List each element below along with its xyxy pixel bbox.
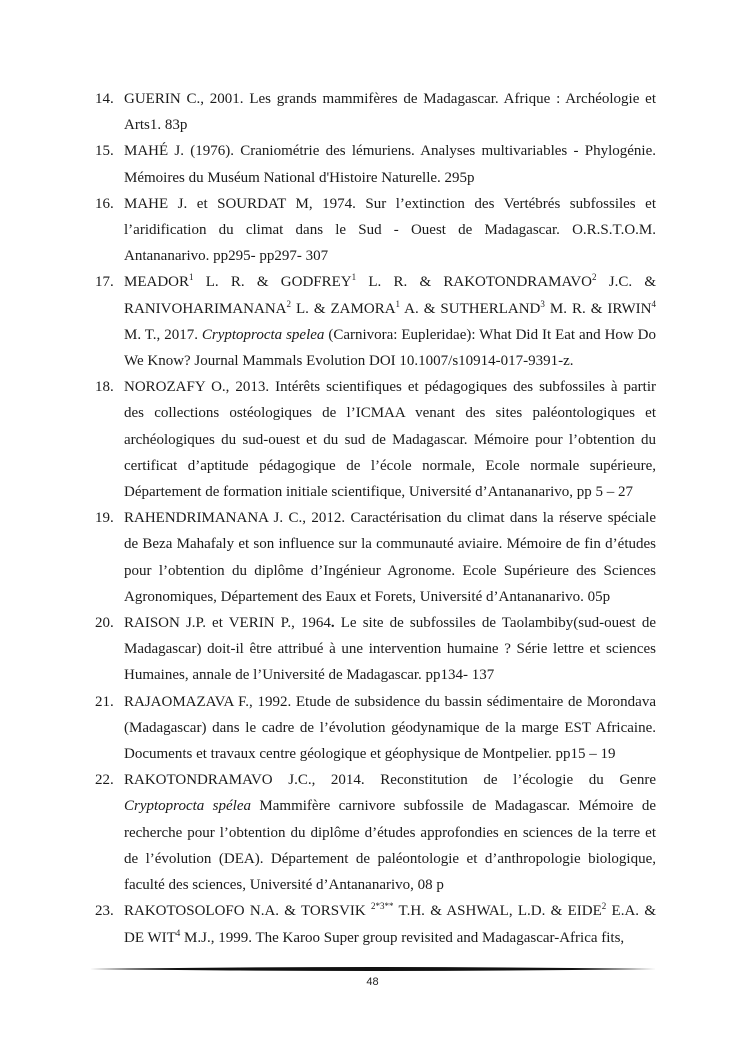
reference-number: 15.	[95, 143, 114, 160]
reference-segment: M. R. & IRWIN	[544, 300, 652, 317]
reference-segment: RAKOTOSOLOFO N.A. & TORSVIK	[124, 903, 372, 920]
reference-segment: J.C. & RANIVOHARIMANANA	[124, 274, 656, 317]
affiliation-superscript: 2	[286, 298, 291, 309]
reference-item	[90, 898, 656, 950]
reference-segment: NOROZAFY O., 2013. Intérêts scientifiques et pédagogiques des subfossiles à partir des collections ostéologiques de l’ICMAA venant des sites paléontologiques et archéologiques du sud-ouest et du sud de Madagascar. Mémoire pour l’obtention du certificat d’aptitude pédagogique de l’école normale, Ecole normale supérieure, Département de formation initiale scientifique, Université d’Antananarivo, pp 5 – 27	[124, 379, 656, 501]
reference-number: 20.	[95, 615, 114, 632]
affiliation-superscript: 1	[395, 298, 401, 309]
reference-list	[90, 86, 656, 951]
reference-number: 19.	[95, 510, 114, 527]
reference-text	[124, 772, 656, 893]
reference-segment: RAHENDRIMANANA J. C., 2012. Caractérisation du climat dans la réserve spéciale de Beza Mahafaly et son influence sur la communauté aviaire. Mémoire de fin d’études pour l’obtention du diplôme d’Ingénieur Agronome. Ecole Supérieure des Sciences Agronomiques, Département des Eaux et Forets, Université d’Antananarivo. 05p	[124, 510, 656, 605]
reference-number: 14.	[95, 91, 114, 107]
affiliation-superscript: 2	[592, 272, 597, 283]
reference-segment: M. T., 2017.	[124, 326, 202, 343]
reference-segment: MAHÉ J. (1976). Craniométrie des lémuriens. Analyses multivariables - Phylogénie. Mémoires du Muséum National d'Histoire Naturelle. 295p	[124, 143, 656, 186]
reference-text	[124, 510, 656, 605]
reference-segment: MAHE J. et SOURDAT M, 1974. Sur l’extinction des Vertébrés subfossiles et l’aridification du climat dans le Sud - Ouest de Madagascar. O.R.S.T.O.M. Antananarivo. pp295- pp297- 307	[124, 195, 656, 265]
affiliation-superscript: 2*3**	[371, 901, 394, 912]
reference-item	[90, 191, 656, 270]
reference-segment: Le site de subfossiles de Taolambiby(sud-ouest de Madagascar) doit-il être attribué à une intervention humaine ? Série lettre et sciences Humaines, annale de l’Université de Madagascar. pp134- 137	[124, 615, 656, 684]
affiliation-superscript: 1	[189, 272, 194, 283]
species-name: Cryptoprocta spélea	[124, 798, 252, 815]
affiliation-superscript: 4	[651, 298, 656, 309]
reference-item	[90, 86, 656, 138]
reference-text	[124, 196, 656, 264]
reference-text	[124, 379, 656, 500]
footer-rule	[90, 966, 656, 972]
reference-number: 21.	[95, 693, 114, 710]
reference-number: 18.	[95, 379, 114, 396]
species-name: Cryptoprocta spelea	[201, 326, 325, 343]
reference-segment: L. R. & GODFREY	[193, 274, 352, 291]
reference-item	[90, 269, 656, 374]
reference-segment: (Carnivora: Eupleridae): What Did It Eat and How Do We Know? Journal Mammals Evolution DOI 10.1007/s10914-017-9391-z.	[124, 326, 656, 370]
reference-segment: GUERIN C., 2001. Les grands mammifères de Madagascar. Afrique : Archéologie et Arts1. 83p	[124, 91, 656, 134]
reference-segment: RAJAOMAZAVA F., 1992. Etude de subsidence du bassin sédimentaire de Morondava (Madagascar) dans le cadre de l’évolution géodynamique de la marge EST Africaine. Documents et travaux centre géologique et géophysique de Montpelier. pp15 – 19	[124, 693, 656, 763]
reference-segment: A. & SUTHERLAND	[400, 300, 541, 317]
reference-item	[90, 610, 656, 689]
reference-item	[90, 767, 656, 898]
reference-segment: L. R. & RAKOTONDRAMAVO	[356, 274, 593, 291]
reference-text	[124, 274, 656, 369]
reference-segment: T.H. & ASHWAL, L.D. & EIDE	[393, 903, 602, 920]
reference-item	[90, 689, 656, 768]
affiliation-superscript: 3	[540, 298, 545, 309]
affiliation-superscript: 4	[175, 927, 181, 938]
page-number: 48	[366, 976, 379, 988]
reference-segment: Mammifère carnivore subfossile de Madagascar. Mémoire de recherche pour l’obtention du diplôme d’études approfondies en sciences de la terre et de l’évolution (DEA). Département de paléontologie et d’anthropologie biologique, faculté des sciences, Université d’Antananarivo, 08 p	[124, 798, 656, 894]
reference-text	[124, 143, 656, 185]
reference-segment: L. & ZAMORA	[291, 300, 396, 317]
reference-number: 23.	[95, 903, 114, 920]
reference-text	[124, 615, 656, 683]
reference-number: 17.	[95, 274, 114, 291]
reference-text	[124, 91, 656, 133]
affiliation-superscript: 1	[351, 272, 357, 283]
reference-text	[124, 903, 656, 945]
reference-segment: RAKOTONDRAMAVO J.C., 2014. Reconstitution de l’écologie du Genre	[124, 772, 656, 789]
reference-item	[90, 374, 656, 505]
reference-number: 22.	[95, 772, 114, 789]
reference-segment: M.J., 1999. The Karoo Super group revisited and Madagascar-Africa fits,	[180, 929, 625, 946]
reference-segment: E.A. & DE WIT	[124, 903, 656, 946]
affiliation-superscript: 2	[601, 901, 607, 912]
reference-segment: MEADOR	[124, 274, 190, 291]
reference-item	[90, 138, 656, 190]
reference-segment: .	[330, 615, 335, 632]
reference-item	[90, 505, 656, 610]
reference-text	[124, 694, 656, 762]
reference-segment: RAISON J.P. et VERIN P., 1964	[124, 615, 331, 632]
reference-number: 16.	[95, 195, 114, 212]
